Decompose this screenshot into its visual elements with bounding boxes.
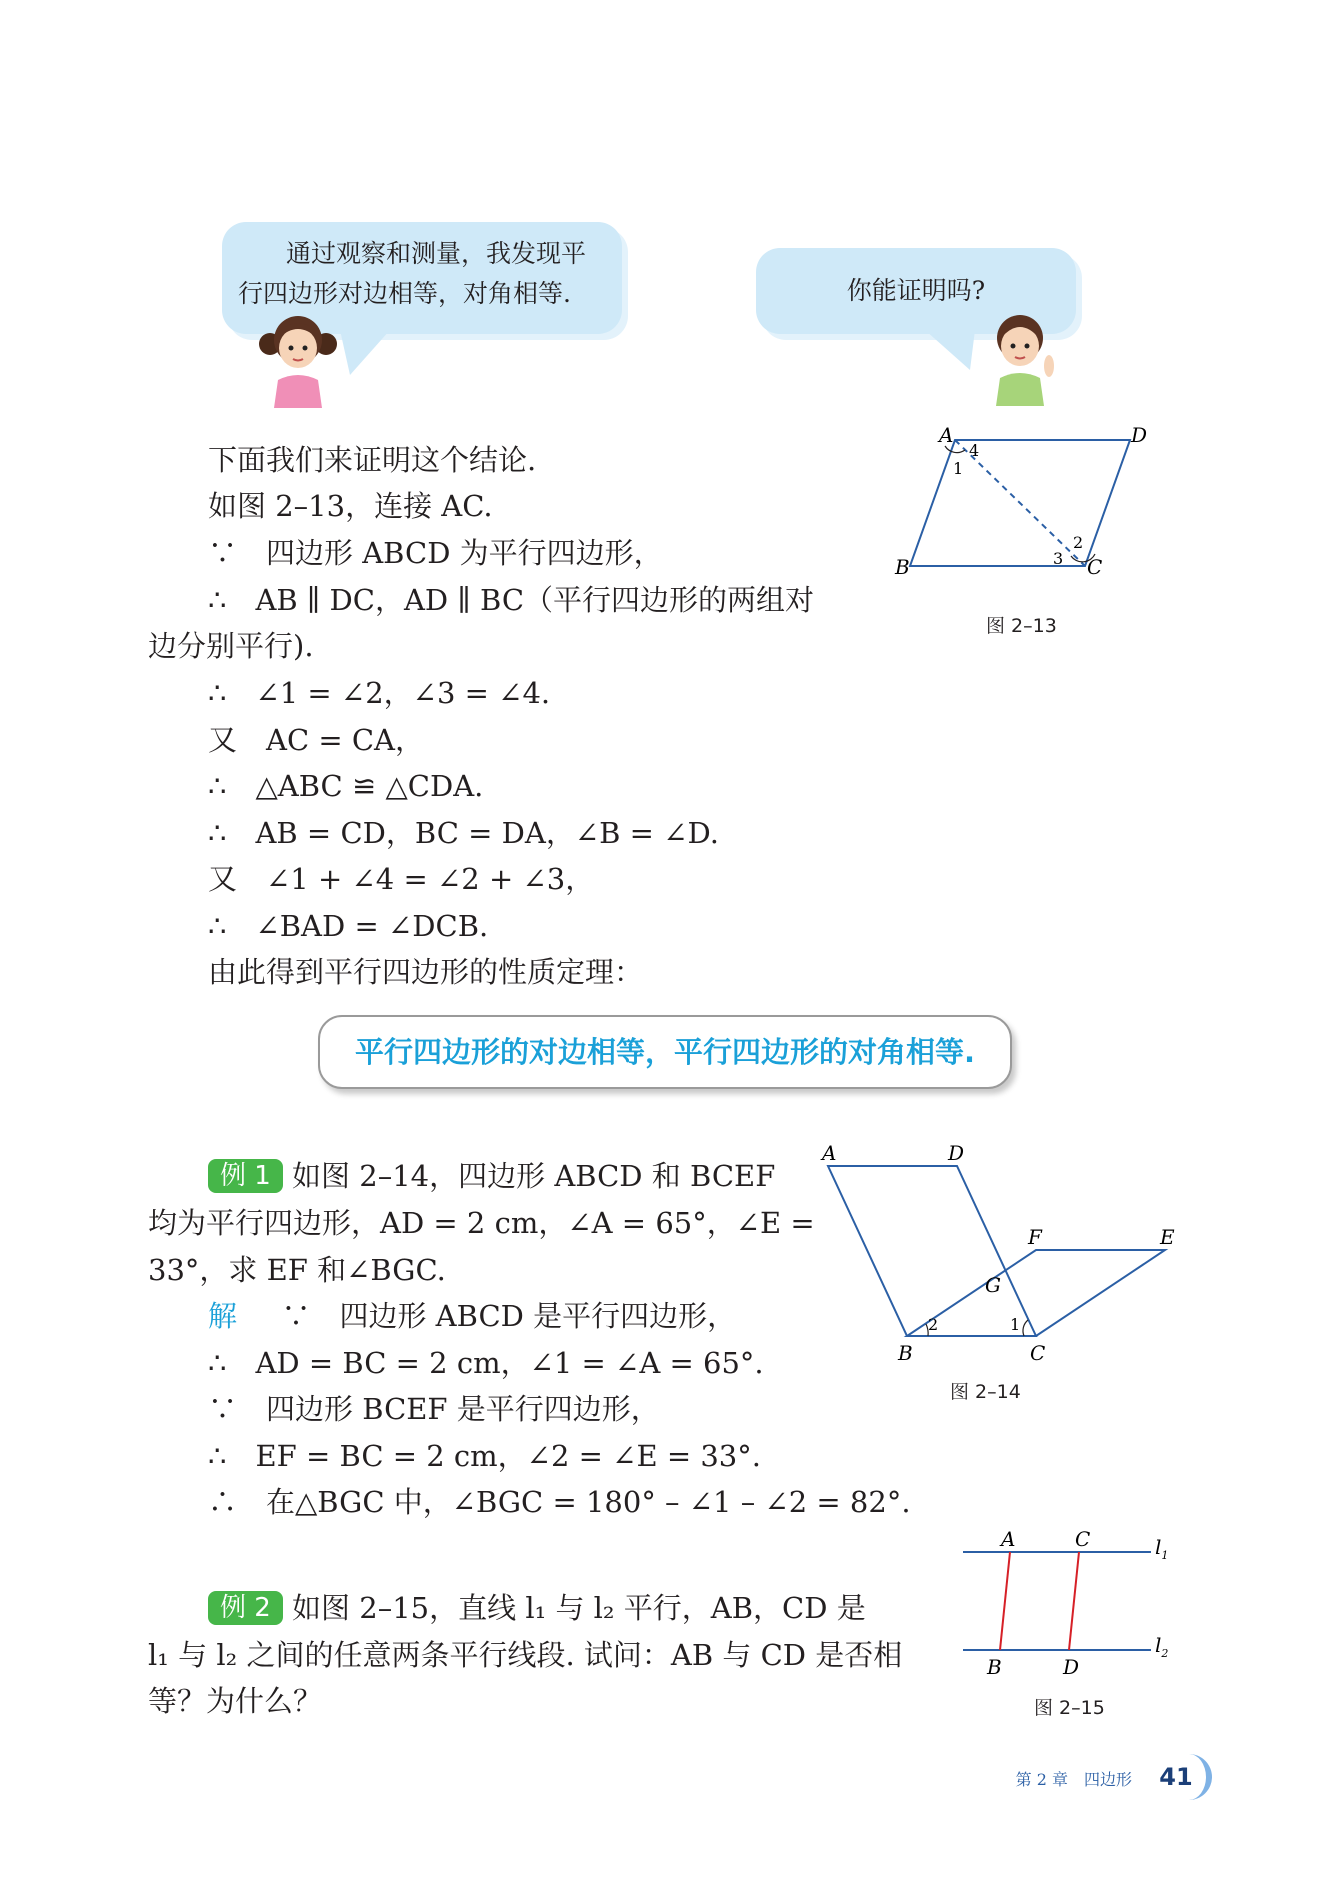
example2-line-3: 等？为什么？ (148, 1684, 323, 1718)
example1-line-8: ∴ 在△BGC 中，∠BGC = 180° – ∠1 – ∠2 = 82°. (208, 1485, 911, 1519)
fig14-angle-1: 1 (1010, 1315, 1021, 1334)
fig14-angle-2: 2 (928, 1315, 939, 1334)
chapter-label: 第 2 章 四边形 (1015, 1770, 1132, 1789)
fig15-caption: 图 2–15 (1034, 1697, 1105, 1719)
page-number: 41 (1146, 1754, 1212, 1800)
proof-line-9: ∴ AB = CD，BC = DA，∠B = ∠D. (208, 816, 719, 850)
example2-line-2: l₁ 与 l₂ 之间的任意两条平行线段. 试问：AB 与 CD 是否相 (148, 1638, 903, 1672)
example1-line-6: ∵ 四边形 BCEF 是平行四边形， (208, 1392, 660, 1426)
figure-2-15 (955, 1528, 1195, 1678)
fig15-label-l2: $l_2$ (1155, 1633, 1169, 1660)
fig15-label-C: C (1075, 1527, 1091, 1551)
fig15-label-B: B (987, 1655, 1002, 1679)
example1-line-4 (208, 1296, 736, 1336)
fig14-label-G: G (985, 1273, 1001, 1297)
proof-line-12: 由此得到平行四边形的性质定理： (208, 955, 644, 989)
example1-line-3: 33°，求 EF 和∠BGC. (148, 1253, 446, 1287)
fig13-label-A: A (939, 423, 954, 447)
boy-character-illustration (982, 306, 1062, 406)
example2-text-1: 如图 2–15，直线 l₁ 与 l₂ 平行，AB，CD 是 (292, 1591, 866, 1625)
proof-line-4: ∴ AB ∥ DC，AD ∥ BC（平行四边形的两组对 (208, 583, 815, 617)
segment-ab (1000, 1552, 1010, 1650)
fig15-label-A: A (1001, 1527, 1016, 1551)
figure-2-14 (820, 1140, 1180, 1370)
girl-character-illustration (258, 308, 338, 408)
fig13-caption: 图 2–13 (986, 615, 1057, 637)
example1-text-1: 如图 2–14，四边形 ABCD 和 BCEF (292, 1159, 776, 1193)
fig13-angle-1: 1 (953, 459, 964, 478)
fig13-label-B: B (895, 555, 910, 579)
bubble-left-tail (330, 330, 410, 380)
proof-line-8: ∴ △ABC ≌ △CDA. (208, 769, 484, 803)
solution-label: 解 (208, 1299, 238, 1333)
fig14-label-C: C (1030, 1341, 1046, 1365)
fig15-label-D: D (1063, 1655, 1080, 1679)
example2-badge: 例 2 (208, 1591, 283, 1625)
bubble-left-line1: 通过观察和测量，我发现平 (286, 239, 587, 268)
proof-line-10: 又 ∠1 + ∠4 = ∠2 + ∠3， (208, 862, 595, 896)
example1-text-4: ∵ 四边形 ABCD 是平行四边形， (281, 1299, 737, 1333)
fig13-label-D: D (1131, 423, 1148, 447)
proof-line-11: ∴ ∠BAD = ∠DCB. (208, 909, 489, 943)
parallelogram-abcd (828, 1166, 1036, 1336)
example2-line-1 (208, 1588, 866, 1628)
example1-line-2: 均为平行四边形，AD = 2 cm，∠A = 65°，∠E = (148, 1206, 815, 1240)
proof-line-2: 如图 2–13，连接 AC. (208, 489, 493, 523)
fig13-label-C: C (1087, 555, 1103, 579)
fig13-angle-4: 4 (969, 441, 980, 460)
example1-line-1 (208, 1156, 775, 1196)
fig14-caption: 图 2–14 (950, 1381, 1021, 1403)
fig14-label-F: F (1028, 1225, 1042, 1249)
example1-badge: 例 1 (208, 1159, 283, 1193)
segment-cd (1069, 1552, 1079, 1650)
example1-line-7: ∴ EF = BC = 2 cm，∠2 = ∠E = 33°. (208, 1439, 761, 1473)
example1-line-5: ∴ AD = BC = 2 cm，∠1 = ∠A = 65°. (208, 1346, 764, 1380)
fig14-label-D: D (948, 1141, 965, 1165)
theorem-box: 平行四边形的对边相等，平行四边形的对角相等. (318, 1015, 1012, 1089)
proof-line-7: 又 AC = CA， (208, 723, 424, 757)
proof-line-3: ∵ 四边形 ABCD 为平行四边形， (208, 536, 663, 570)
fig14-label-E: E (1160, 1225, 1175, 1249)
parallelogram-bcef (907, 1250, 1165, 1336)
fig13-angle-2: 2 (1073, 533, 1084, 552)
proof-line-6: ∴ ∠1 = ∠2，∠3 = ∠4. (208, 676, 551, 710)
fig14-label-B: B (898, 1341, 913, 1365)
figure-2-13 (895, 423, 1148, 579)
fig13-angle-3: 3 (1053, 549, 1064, 568)
fig14-label-A: A (822, 1141, 837, 1165)
fig15-label-l1: $l_1$ (1155, 1535, 1169, 1562)
bubble-left-line2: 行四边形对边相等，对角相等. (238, 279, 571, 308)
proof-line-1: 下面我们来证明这个结论. (208, 443, 537, 477)
proof-line-5: 边分别平行). (148, 629, 314, 663)
bubble-right-text: 你能证明吗? (846, 276, 986, 305)
